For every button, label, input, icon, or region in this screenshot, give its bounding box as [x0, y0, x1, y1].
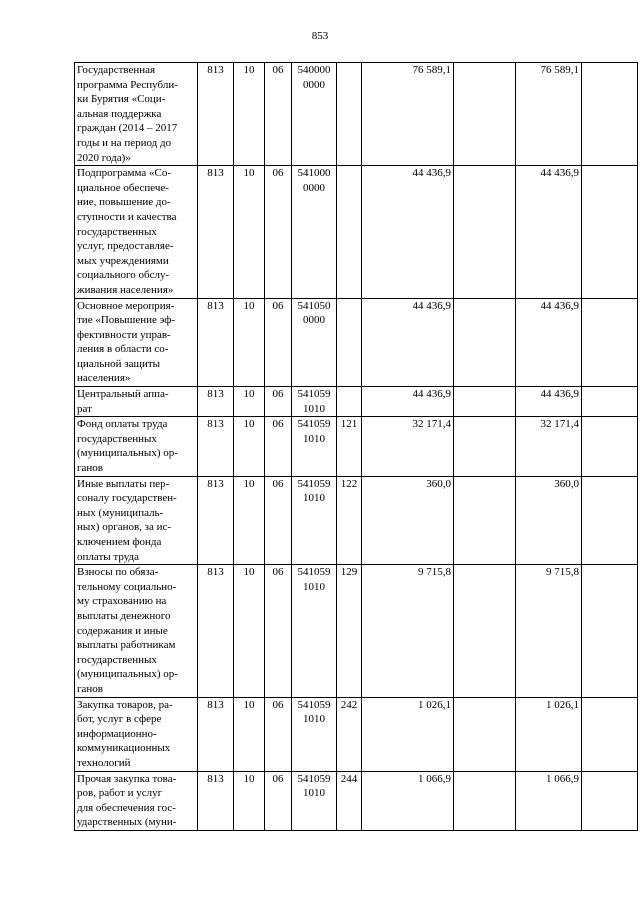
cell-csr: 541059 1010: [292, 417, 337, 476]
cell-csr: 541050 0000: [292, 298, 337, 387]
cell-sum3: 44 436,9: [516, 166, 582, 298]
cell-vr: 242: [337, 697, 362, 771]
cell-sum4: [582, 771, 638, 830]
cell-rz: 10: [234, 417, 265, 476]
table-row: [75, 63, 638, 166]
cell-vr: 244: [337, 771, 362, 830]
cell-rz: 10: [234, 387, 265, 417]
cell-vr: [337, 63, 362, 166]
cell-sum3: 76 589,1: [516, 63, 582, 166]
cell-sum2: [454, 697, 516, 771]
cell-sum2: [454, 476, 516, 565]
cell-ved: 813: [198, 476, 234, 565]
cell-ved: 813: [198, 417, 234, 476]
cell-csr: 541059 1010: [292, 565, 337, 697]
page-number: 853: [311, 30, 329, 42]
cell-name: Основное мероприя- тие «Повышение эф- фективности управ- ления в области со- циальной защиты населения»: [75, 298, 198, 387]
cell-pr: 06: [265, 298, 292, 387]
table-row: [75, 166, 638, 298]
cell-sum1: 32 171,4: [362, 417, 454, 476]
table-row: [75, 476, 638, 565]
cell-csr: 541059 1010: [292, 697, 337, 771]
cell-csr: 541059 1010: [292, 476, 337, 565]
cell-sum3: 1 066,9: [516, 771, 582, 830]
cell-csr: 540000 0000: [292, 63, 337, 166]
cell-sum1: 44 436,9: [362, 166, 454, 298]
budget-table: [74, 62, 638, 831]
cell-sum2: [454, 63, 516, 166]
cell-sum3: 44 436,9: [516, 387, 582, 417]
cell-rz: 10: [234, 63, 265, 166]
table-body: [75, 63, 638, 831]
cell-pr: 06: [265, 771, 292, 830]
cell-rz: 10: [234, 565, 265, 697]
cell-rz: 10: [234, 166, 265, 298]
table-row: [75, 697, 638, 771]
cell-sum3: 360,0: [516, 476, 582, 565]
cell-rz: 10: [234, 298, 265, 387]
cell-rz: 10: [234, 697, 265, 771]
cell-sum2: [454, 166, 516, 298]
cell-sum3: 32 171,4: [516, 417, 582, 476]
table-row: [75, 771, 638, 830]
cell-ved: 813: [198, 697, 234, 771]
cell-vr: 129: [337, 565, 362, 697]
cell-sum2: [454, 417, 516, 476]
cell-name: Иные выплаты пер- соналу государствен- ных (муниципаль- ных) органов, за ис- ключением фонда оплаты труда: [75, 476, 198, 565]
cell-sum4: [582, 417, 638, 476]
cell-rz: 10: [234, 476, 265, 565]
cell-sum4: [582, 387, 638, 417]
cell-sum2: [454, 387, 516, 417]
cell-vr: [337, 387, 362, 417]
table-row: [75, 387, 638, 417]
cell-name: Фонд оплаты труда государственных (муниципальных) ор- ганов: [75, 417, 198, 476]
cell-pr: 06: [265, 417, 292, 476]
cell-sum1: 9 715,8: [362, 565, 454, 697]
cell-sum1: 360,0: [362, 476, 454, 565]
cell-vr: 121: [337, 417, 362, 476]
cell-pr: 06: [265, 697, 292, 771]
cell-ved: 813: [198, 298, 234, 387]
cell-sum3: 1 026,1: [516, 697, 582, 771]
cell-vr: [337, 298, 362, 387]
cell-name: Подпрограмма «Со- циальное обеспече- ние, повышение до- ступности и качества государственных услуг, предоставляе- мых учреждениями социального обслу- живания населения»: [75, 166, 198, 298]
cell-sum1: 1 066,9: [362, 771, 454, 830]
cell-vr: 122: [337, 476, 362, 565]
cell-sum4: [582, 697, 638, 771]
cell-sum4: [582, 63, 638, 166]
cell-ved: 813: [198, 387, 234, 417]
cell-name: Закупка товаров, ра- бот, услуг в сфере информационно- коммуникационных технологий: [75, 697, 198, 771]
cell-name: Взносы по обяза- тельному социально- му страхованию на выплаты денежного содержания и иные выплаты работникам государственных (муниципальных) ор- ганов: [75, 565, 198, 697]
cell-pr: 06: [265, 166, 292, 298]
cell-sum1: 44 436,9: [362, 387, 454, 417]
cell-csr: 541059 1010: [292, 387, 337, 417]
cell-csr: 541000 0000: [292, 166, 337, 298]
cell-ved: 813: [198, 166, 234, 298]
table-row: [75, 417, 638, 476]
table-row: [75, 298, 638, 387]
cell-pr: 06: [265, 565, 292, 697]
cell-sum1: 44 436,9: [362, 298, 454, 387]
cell-sum4: [582, 166, 638, 298]
cell-csr: 541059 1010: [292, 771, 337, 830]
cell-ved: 813: [198, 565, 234, 697]
cell-sum3: 44 436,9: [516, 298, 582, 387]
cell-ved: 813: [198, 771, 234, 830]
cell-sum2: [454, 771, 516, 830]
cell-pr: 06: [265, 476, 292, 565]
cell-ved: 813: [198, 63, 234, 166]
cell-rz: 10: [234, 771, 265, 830]
cell-sum1: 1 026,1: [362, 697, 454, 771]
cell-vr: [337, 166, 362, 298]
cell-name: Прочая закупка това- ров, работ и услуг для обеспечения гос- ударственных (муни-: [75, 771, 198, 830]
cell-sum4: [582, 476, 638, 565]
cell-name: Центральный аппа- рат: [75, 387, 198, 417]
cell-sum1: 76 589,1: [362, 63, 454, 166]
cell-sum4: [582, 298, 638, 387]
cell-sum2: [454, 298, 516, 387]
cell-sum3: 9 715,8: [516, 565, 582, 697]
cell-sum2: [454, 565, 516, 697]
cell-sum4: [582, 565, 638, 697]
cell-pr: 06: [265, 63, 292, 166]
table-row: [75, 565, 638, 697]
cell-name: Государственная программа Республи- ки Бурятия «Соци- альная поддержка граждан (2014 – 2017 годы и на период до 2020 года)»: [75, 63, 198, 166]
cell-pr: 06: [265, 387, 292, 417]
